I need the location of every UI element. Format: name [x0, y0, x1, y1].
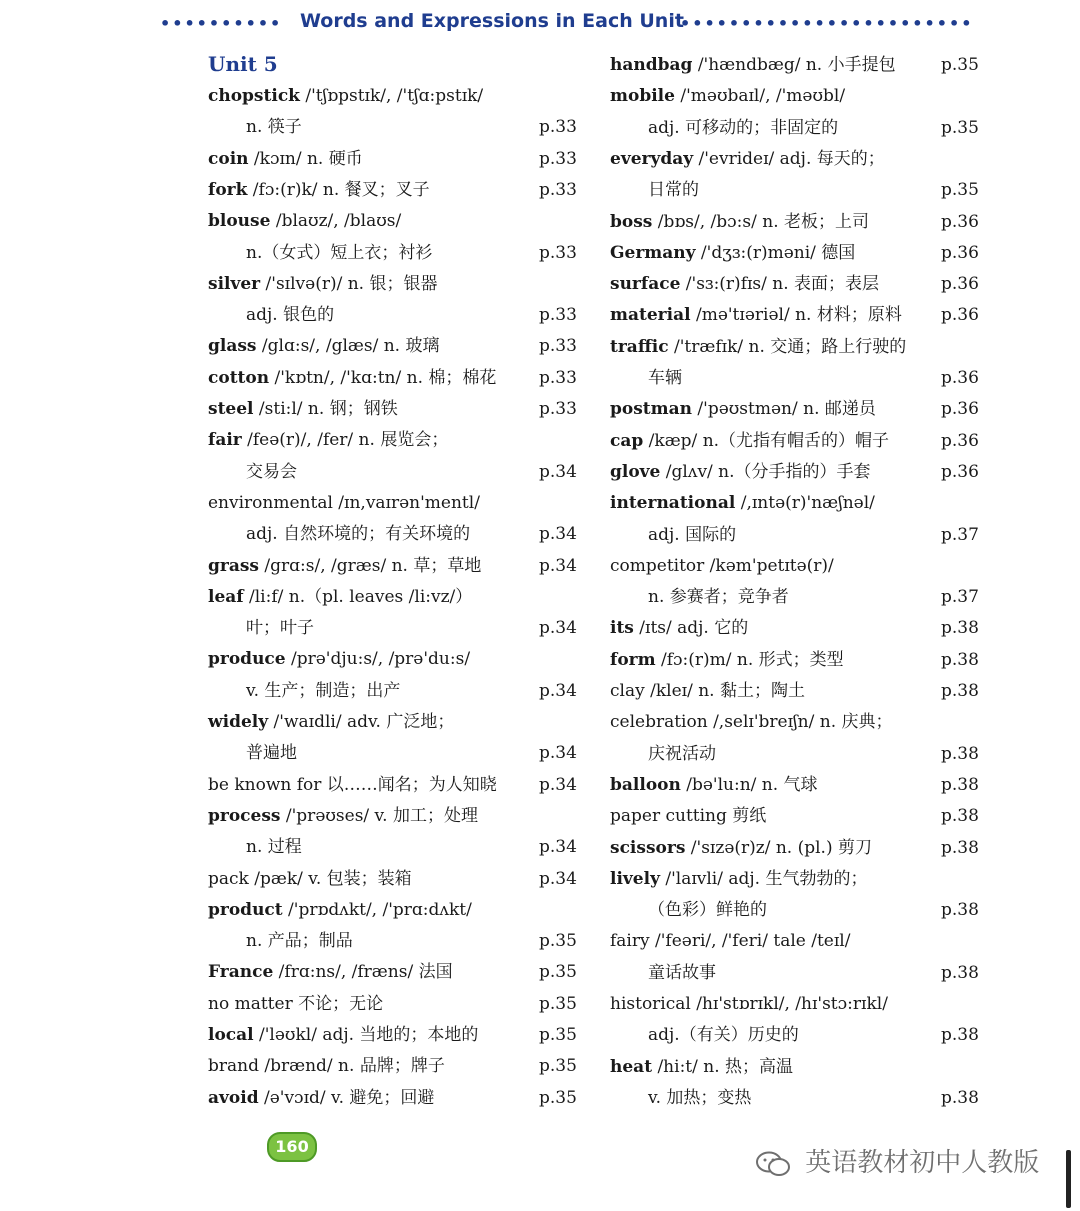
vocab-line — [208, 426, 583, 454]
vocab-entry — [208, 712, 454, 732]
vocab-entry — [208, 305, 334, 325]
vocab-line — [208, 927, 583, 955]
definition: adj. 自然环境的；有关环境的 — [246, 524, 471, 545]
vocab-line — [610, 114, 985, 142]
page-reference: p.33 — [539, 148, 577, 169]
definition: no matter 不论；无论 — [208, 993, 384, 1014]
vocab-entry — [208, 837, 302, 857]
headword: coin — [208, 148, 249, 169]
vocab-entry — [610, 556, 834, 576]
headword: surface — [610, 274, 681, 295]
definition: /'kɒtn/, /'kɑ:tn/ n. 棉；棉花 — [269, 367, 497, 388]
page-reference: p.35 — [941, 180, 979, 201]
vocab-line — [208, 113, 583, 141]
vocab-entry — [208, 869, 412, 889]
vocab-line — [208, 458, 583, 486]
definition: /'prəʊses/ v. 加工；处理 — [280, 805, 478, 826]
headword: fair — [208, 430, 242, 451]
vocab-entry — [610, 1025, 799, 1045]
wechat-icon — [755, 1150, 791, 1178]
vocab-line — [610, 1084, 985, 1112]
vocab-line — [208, 332, 583, 360]
vocab-entry — [208, 994, 383, 1014]
headword: chopstick — [208, 86, 300, 106]
vocab-entry — [610, 775, 818, 795]
vocab-entry — [610, 118, 838, 138]
definition: 日常的 — [648, 180, 699, 201]
vocab-line — [208, 771, 583, 799]
definition: 车辆 — [648, 368, 682, 388]
headword: silver — [208, 273, 261, 294]
vocab-line — [208, 239, 583, 267]
definition: /sti:l/ n. 钢；钢铁 — [253, 399, 398, 419]
vocab-entry — [208, 649, 470, 669]
headword: international — [610, 493, 736, 514]
page-reference: p.34 — [539, 524, 577, 545]
vocab-entry — [208, 336, 439, 356]
vocab-entry — [208, 931, 353, 951]
definition: （色彩）鲜艳的 — [648, 900, 767, 921]
definition: /'prɒdʌkt/, /'prɑ:dʌkt/ — [282, 899, 472, 920]
vocab-line — [610, 51, 985, 79]
vocab-line — [610, 990, 985, 1018]
vocab-line — [208, 958, 583, 986]
page-reference: p.35 — [539, 1025, 577, 1045]
headword: cotton — [208, 367, 270, 388]
vocab-entry — [610, 838, 872, 858]
page-reference: p.33 — [539, 399, 577, 419]
header-title: Words and Expressions in Each Unit — [300, 10, 684, 32]
vocab-line — [208, 990, 583, 1018]
vocab-entry — [610, 650, 844, 670]
vocab-line — [208, 865, 583, 893]
page-reference: p.33 — [539, 305, 577, 326]
page-number: 160 — [267, 1132, 317, 1162]
page-reference: p.34 — [539, 837, 577, 858]
vocab-line — [610, 802, 985, 830]
page-reference: p.33 — [539, 367, 577, 388]
definition: /blaʊz/, /blaʊs/ — [270, 211, 402, 232]
vocab-entry — [610, 1057, 793, 1077]
vocab-entry — [610, 900, 767, 920]
vocab-entry — [610, 305, 902, 325]
definition: /'tʃɒpstɪk/, /'tʃɑ:pstɪk/ — [299, 86, 484, 106]
definition: /grɑ:s/, /græs/ n. 草；草地 — [259, 555, 482, 576]
vocab-line — [610, 1021, 985, 1049]
page-reference: p.38 — [941, 774, 979, 795]
vocab-entry — [208, 524, 470, 544]
page-reference: p.36 — [941, 274, 979, 295]
definition: 交易会 — [246, 461, 297, 482]
definition: fairy /'feəri/, /'feri/ tale /teɪl/ — [610, 931, 851, 952]
headword: leaf — [208, 586, 244, 607]
vocab-entry — [610, 963, 716, 983]
definition: n. 产品；制品 — [246, 931, 353, 952]
definition: competitor /kəm'petɪtə(r)/ — [610, 555, 834, 576]
page-reference: p.38 — [941, 837, 979, 858]
definition: /prə'dju:s/, /prə'du:s/ — [285, 649, 471, 670]
headword: grass — [208, 555, 259, 576]
vocab-entry — [208, 462, 297, 482]
definition: /ɪts/ adj. 它的 — [633, 618, 749, 639]
vocab-line — [208, 1021, 583, 1049]
page-reference: p.34 — [539, 461, 577, 482]
headword: material — [610, 305, 691, 326]
page-reference: p.37 — [941, 524, 979, 545]
watermark — [755, 1146, 1039, 1180]
definition: n.（女式）短上衣；衬衫 — [246, 242, 433, 263]
vocab-entry — [208, 430, 448, 450]
vocab-line — [208, 552, 583, 580]
vocab-entry — [208, 180, 430, 200]
vocab-entry — [610, 712, 893, 732]
page-reference: p.38 — [941, 743, 979, 764]
vocab-line — [208, 802, 583, 830]
vocab-line — [610, 646, 985, 674]
definition: 庆祝活动 — [648, 743, 716, 764]
page-reference: p.37 — [941, 587, 979, 608]
page-reference: p.36 — [941, 242, 979, 263]
page-reference: p.38 — [941, 806, 979, 827]
definition: /frɑ:ns/, /fræns/ 法国 — [273, 962, 453, 983]
headword: widely — [208, 712, 269, 732]
headword: balloon — [610, 774, 681, 795]
headword: local — [208, 1025, 254, 1045]
headword: steel — [208, 399, 254, 419]
definition: /li:f/ n.（pl. leaves /li:vz/） — [243, 586, 473, 607]
vocab-entry — [208, 493, 480, 513]
definition: 童话故事 — [648, 962, 716, 983]
definition: /glɑ:s/, /glæs/ n. 玻璃 — [256, 336, 440, 357]
page-reference: p.36 — [941, 399, 979, 420]
page-reference: p.36 — [941, 430, 979, 451]
vocab-entry — [610, 681, 805, 701]
definition: 叶；叶子 — [246, 618, 314, 639]
definition: /'hændbæg/ n. 小手提包 — [692, 55, 896, 75]
vocab-line — [208, 1052, 583, 1080]
definition: /'laɪvli/ adj. 生气勃勃的； — [659, 868, 868, 889]
vocab-line — [610, 208, 985, 236]
headword: handbag — [610, 55, 693, 75]
vocab-line — [610, 333, 985, 361]
headword: scissors — [610, 837, 686, 858]
definition: /'pəʊstmən/ n. 邮递员 — [692, 399, 876, 420]
page-reference: p.35 — [539, 993, 577, 1014]
definition: /,ɪntə(r)'næʃnəl/ — [735, 493, 875, 514]
vocab-entry — [208, 556, 481, 576]
vocab-line — [208, 364, 583, 392]
vocab-entry — [610, 806, 766, 826]
vocab-line — [610, 145, 985, 173]
vocab-entry — [208, 806, 478, 826]
page-reference: p.38 — [941, 962, 979, 983]
page-reference: p.33 — [539, 336, 577, 357]
page-reference: p.33 — [539, 117, 577, 138]
vocab-line — [610, 176, 985, 204]
page-reference: p.38 — [941, 900, 979, 921]
vocab-entry — [610, 55, 896, 75]
page-reference: p.38 — [941, 618, 979, 639]
definition: /hi:t/ n. 热；高温 — [652, 1056, 794, 1077]
vocab-line — [610, 395, 985, 423]
vocab-entry — [610, 869, 867, 889]
vocab-line — [208, 82, 583, 110]
vocab-line — [610, 896, 985, 924]
definition: /'sɪzə(r)z/ n. (pl.) 剪刀 — [685, 837, 873, 858]
vocab-entry — [610, 744, 716, 764]
definition: n. 过程 — [246, 837, 302, 858]
vocab-line — [208, 739, 583, 767]
headword: lively — [610, 868, 660, 889]
vocab-line — [208, 896, 583, 924]
vocab-entry — [208, 900, 472, 920]
headword: France — [208, 962, 274, 983]
definition: /'məʊbaɪl/, /'məʊbl/ — [674, 86, 846, 107]
watermark-text: 英语教材初中人教版 — [805, 1148, 1040, 1178]
definition: pack /pæk/ v. 包装；装箱 — [208, 868, 412, 889]
vocab-line — [208, 583, 583, 611]
page-reference: p.35 — [539, 1087, 577, 1108]
vocab-entry — [208, 117, 302, 137]
vocab-line — [208, 677, 583, 705]
headword: cap — [610, 430, 644, 451]
definition: adj.（有关）历史的 — [648, 1025, 799, 1046]
definition: adj. 可移动的；非固定的 — [648, 117, 839, 138]
definition: /mə'tɪəriəl/ n. 材料；原料 — [690, 305, 902, 326]
vocab-entry — [610, 525, 736, 545]
vocab-line — [208, 489, 583, 517]
headword: form — [610, 649, 656, 670]
header-dots-right: •••••••••••••••••••••••• — [680, 14, 974, 33]
vocab-line — [610, 677, 985, 705]
definition: /fɔ:(r)m/ n. 形式；类型 — [655, 649, 844, 670]
vocab-line — [208, 614, 583, 642]
vocab-line — [610, 239, 985, 267]
vocab-entry — [610, 149, 885, 169]
definition: /ə'vɔɪd/ v. 避免；回避 — [258, 1087, 435, 1108]
headword: blouse — [208, 211, 271, 232]
headword: heat — [610, 1056, 653, 1077]
vocab-entry — [208, 1025, 478, 1045]
headword: everyday — [610, 148, 694, 169]
definition: /kɔɪn/ n. 硬币 — [248, 148, 363, 169]
vocab-line — [610, 521, 985, 549]
definition: /kæp/ n.（尤指有帽舌的）帽子 — [643, 430, 890, 451]
page-reference: p.34 — [539, 868, 577, 889]
vocab-line — [208, 176, 583, 204]
page-reference: p.33 — [539, 179, 577, 200]
vocab-entry — [610, 931, 850, 951]
vocab-entry — [610, 212, 869, 232]
definition: adj. 银色的 — [246, 305, 335, 326]
vocab-entry — [610, 431, 889, 451]
definition: /bɒs/, /bɔ:s/ n. 老板；上司 — [652, 211, 870, 232]
definition: /'evrideɪ/ adj. 每天的； — [693, 148, 885, 169]
definition: /feə(r)/, /fer/ n. 展览会； — [241, 430, 449, 451]
vocab-line — [208, 833, 583, 861]
unit-title: Unit 5 — [208, 52, 278, 76]
page-reference: p.35 — [539, 962, 577, 983]
vocab-entry — [610, 462, 871, 482]
vocab-entry — [610, 86, 845, 106]
vocab-line — [208, 520, 583, 548]
definition: /'waɪdli/ adv. 广泛地； — [268, 712, 455, 732]
vocab-line — [610, 614, 985, 642]
vocab-line — [610, 82, 985, 110]
vocab-entry — [610, 994, 888, 1014]
definition: adj. 国际的 — [648, 524, 737, 545]
headword: glass — [208, 336, 257, 357]
page-reference: p.35 — [539, 1056, 577, 1077]
page-reference: p.35 — [941, 117, 979, 138]
page-reference: p.35 — [941, 55, 979, 75]
vocab-line — [208, 395, 583, 423]
vocab-entry — [208, 149, 363, 169]
page-reference: p.36 — [941, 368, 979, 388]
definition: 普遍地 — [246, 743, 297, 764]
vocab-entry — [208, 681, 400, 701]
vocab-line — [208, 301, 583, 329]
vocab-entry — [610, 274, 879, 294]
vocab-line — [610, 708, 985, 736]
vocab-line — [610, 771, 985, 799]
vocab-entry — [208, 399, 398, 419]
page-header — [0, 8, 1080, 38]
headword: produce — [208, 649, 286, 670]
vocab-entry — [208, 86, 483, 106]
vocab-entry — [610, 587, 789, 607]
page-reference: p.38 — [941, 1087, 979, 1108]
vocab-entry — [208, 1056, 445, 1076]
headword: traffic — [610, 336, 669, 357]
definition: /'dʒɜ:(r)məni/ 德国 — [695, 242, 856, 263]
headword: boss — [610, 211, 653, 232]
vocab-entry — [208, 618, 314, 638]
vocab-line — [208, 645, 583, 673]
vocab-line — [610, 1053, 985, 1081]
vocab-entry — [610, 618, 748, 638]
vocab-entry — [610, 243, 855, 263]
vocab-entry — [208, 274, 438, 294]
page-reference: p.36 — [941, 461, 979, 482]
definition: /fɔ:(r)k/ n. 餐叉；叉子 — [247, 179, 430, 200]
definition: n. 参赛者；竞争者 — [648, 587, 789, 608]
vocab-line — [610, 270, 985, 298]
definition: /'sɜ:(r)fɪs/ n. 表面；表层 — [680, 274, 880, 295]
definition: v. 加热；变热 — [648, 1087, 752, 1108]
definition: clay /kleɪ/ n. 黏土；陶土 — [610, 681, 805, 701]
vocab-entry — [610, 493, 875, 513]
vocab-line — [610, 927, 985, 955]
vocab-line — [610, 834, 985, 862]
vocab-line — [610, 364, 985, 392]
headword: Germany — [610, 242, 696, 263]
definition: brand /brænd/ n. 品牌；牌子 — [208, 1056, 445, 1077]
vocab-entry — [208, 775, 497, 795]
page-reference: p.34 — [539, 555, 577, 576]
vocab-entry — [610, 337, 906, 357]
headword: mobile — [610, 86, 675, 107]
page-reference: p.34 — [539, 743, 577, 764]
vocab-entry — [208, 211, 401, 231]
vocab-line — [610, 552, 985, 580]
definition: be known for 以……闻名；为人知晓 — [208, 774, 497, 795]
vocab-line — [208, 708, 583, 736]
vocab-entry — [610, 399, 876, 419]
page-reference: p.33 — [539, 242, 577, 263]
definition: /glʌv/ n.（分手指的）手套 — [660, 461, 871, 482]
vocab-line — [610, 489, 985, 517]
page-reference: p.36 — [941, 305, 979, 326]
vocab-line — [208, 1084, 583, 1112]
definition: /'træfɪk/ n. 交通；路上行驶的 — [668, 336, 907, 357]
vocab-entry — [208, 743, 297, 763]
headword: its — [610, 618, 634, 639]
vocab-line — [610, 959, 985, 987]
vocab-entry — [610, 1088, 751, 1108]
headword: postman — [610, 399, 693, 420]
scrollbar[interactable] — [1066, 1150, 1071, 1208]
page-reference: p.34 — [539, 774, 577, 795]
vocab-entry — [610, 368, 682, 388]
header-dots-left: •••••••••• — [160, 14, 283, 33]
vocab-entry — [208, 243, 432, 263]
headword: product — [208, 899, 283, 920]
vocab-line — [610, 458, 985, 486]
vocab-entry — [208, 587, 472, 607]
definition: v. 生产；制造；出产 — [246, 680, 401, 701]
vocab-line — [208, 145, 583, 173]
page-reference: p.38 — [941, 1025, 979, 1046]
page-reference: p.36 — [941, 211, 979, 232]
definition: paper cutting 剪纸 — [610, 806, 767, 827]
definition: /bə'lu:n/ n. 气球 — [680, 774, 818, 795]
definition: /'ləʊkl/ adj. 当地的；本地的 — [253, 1025, 479, 1045]
page-reference: p.35 — [539, 931, 577, 952]
page-reference: p.38 — [941, 681, 979, 701]
vocab-line — [610, 301, 985, 329]
vocab-entry — [208, 962, 453, 982]
vocab-line — [208, 270, 583, 298]
headword: glove — [610, 461, 661, 482]
definition: n. 筷子 — [246, 117, 302, 138]
definition: historical /hɪ'stɒrɪkl/, /hɪ'stɔ:rɪkl/ — [610, 994, 888, 1014]
page-reference: p.34 — [539, 680, 577, 701]
definition: celebration /,selɪ'breɪʃn/ n. 庆典； — [610, 712, 893, 733]
vocab-entry — [208, 1088, 434, 1108]
vocab-entry — [610, 180, 699, 200]
vocab-entry — [208, 368, 496, 388]
definition: environmental /ɪn,vaɪrən'mentl/ — [208, 492, 480, 513]
vocab-line — [610, 583, 985, 611]
headword: avoid — [208, 1087, 259, 1108]
definition: /'sɪlvə(r)/ n. 银；银器 — [260, 273, 438, 294]
headword: process — [208, 805, 281, 826]
headword: fork — [208, 179, 248, 200]
vocab-line — [208, 207, 583, 235]
page-reference: p.34 — [539, 618, 577, 639]
vocab-line — [610, 865, 985, 893]
vocab-line — [610, 427, 985, 455]
page-reference: p.38 — [941, 649, 979, 670]
vocab-line — [610, 740, 985, 768]
